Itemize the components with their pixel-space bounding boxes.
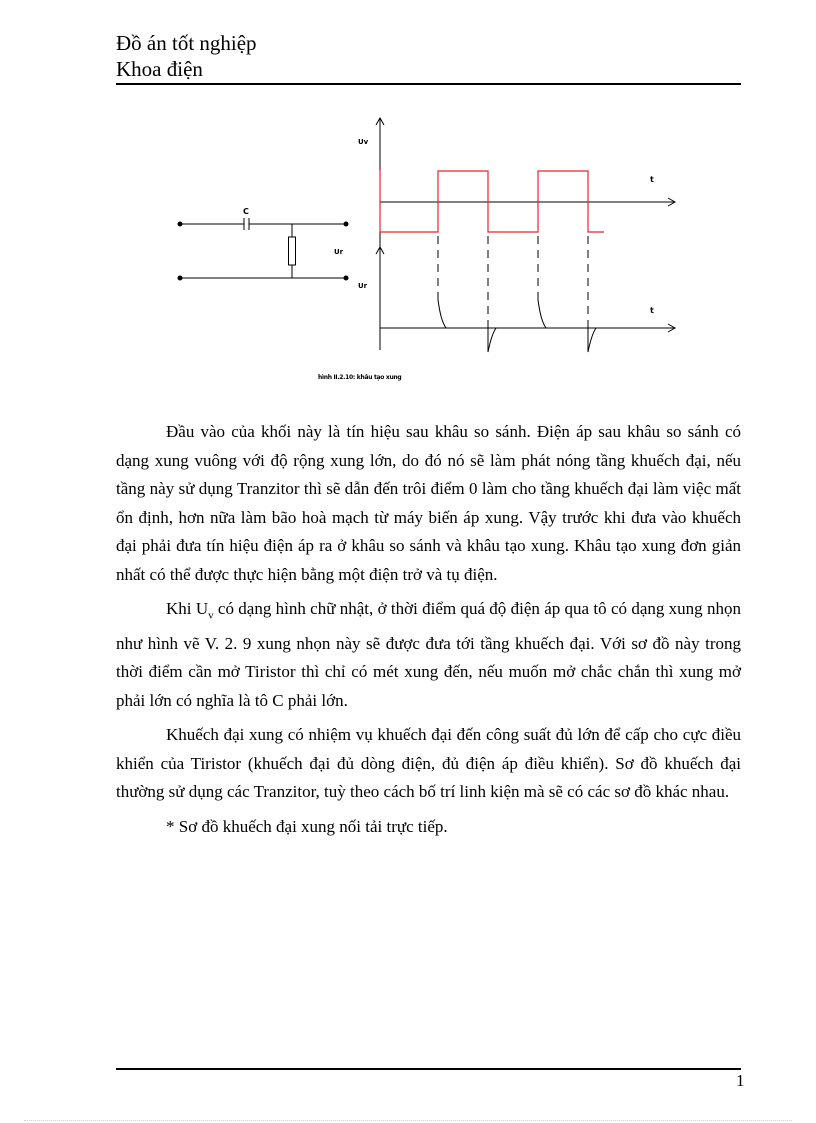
paragraph-4: * Sơ đồ khuếch đại xung nối tải trực tiếp. [166, 816, 448, 836]
uv-axis-label: Uv [358, 138, 369, 146]
body-text [116, 418, 741, 847]
paragraph-2-rest: có dạng hình chữ nhật, ở thời điểm quá độ điện áp qua tô có dạng xung nhọn như hình vẽ V. 2. 9 xung nhọn này sẽ được đưa tới tầng khuếch đại. Với sơ đồ này trong thời điểm cần mở Tiristor thì chỉ có mét xung đến, nếu muốn mở chắc chắn thì xung mở phải lớn có nghĩa là tô C phải lớn. [116, 599, 741, 710]
paragraph-2-start: Khi U [166, 599, 209, 618]
page-bottom-edge [24, 1120, 792, 1121]
header-subtitle: Khoa điện [116, 57, 203, 81]
paragraph-3: Khuếch đại xung có nhiệm vụ khuếch đại đến công suất đủ lớn để cấp cho cực điều khiển của Tiristor (khuếch đại đủ dòng điện, đủ điện áp điều khiển). Sơ đồ khuếch đại thường sử dụng các Tranzitor, tuỳ theo cách bố trí linh kiện mà sẽ có các sơ đồ khác nhau. [116, 725, 741, 802]
pulse-circuit-figure [170, 110, 690, 380]
page-header [116, 30, 741, 82]
figure-caption: hình II.2.10: khâu tạo xung [318, 374, 402, 381]
circuit-output-label: Ur [334, 248, 344, 256]
ur-axis-label: Ur [358, 282, 368, 290]
rc-circuit-diagram [178, 218, 348, 280]
square-wave-axes [376, 118, 675, 325]
header-title: Đồ án tốt nghiệp [116, 31, 257, 55]
uv-subscript: v [208, 609, 214, 622]
capacitor-label: C [243, 207, 249, 216]
page-number: 1 [736, 1071, 745, 1090]
projection-dashes [438, 236, 588, 320]
paragraph-1: Đầu vào của khối này là tín hiệu sau khâu so sánh. Điện áp sau khâu so sánh có dạng xung vuông với độ rộng xung lớn, do đó nó sẽ làm phát nóng tầng khuếch đại, nếu tầng này sử dụng Tranzitor thì sẽ dẫn đến trôi điểm 0 làm cho tầng khuếch đại làm việc mất ổn định, hơn nữa làm bão hoà mạch từ máy biến áp xung. Vậy trước khi đưa vào khuếch đại phải đưa tín hiệu điện áp ra ở khâu so sánh và khâu tạo xung. Khâu tạo xung đơn giản nhất có thể được thực hiện bằng một điện trở và tụ điện. [116, 422, 741, 584]
pulse-axes [376, 247, 675, 350]
footer-divider [116, 1068, 741, 1070]
header-divider [116, 83, 741, 85]
t-axis-label-top: t [650, 175, 654, 184]
pulse-spikes [438, 298, 596, 352]
paragraph-2 [116, 595, 741, 715]
t-axis-label-bottom: t [650, 306, 654, 315]
square-wave-signal [380, 170, 604, 232]
